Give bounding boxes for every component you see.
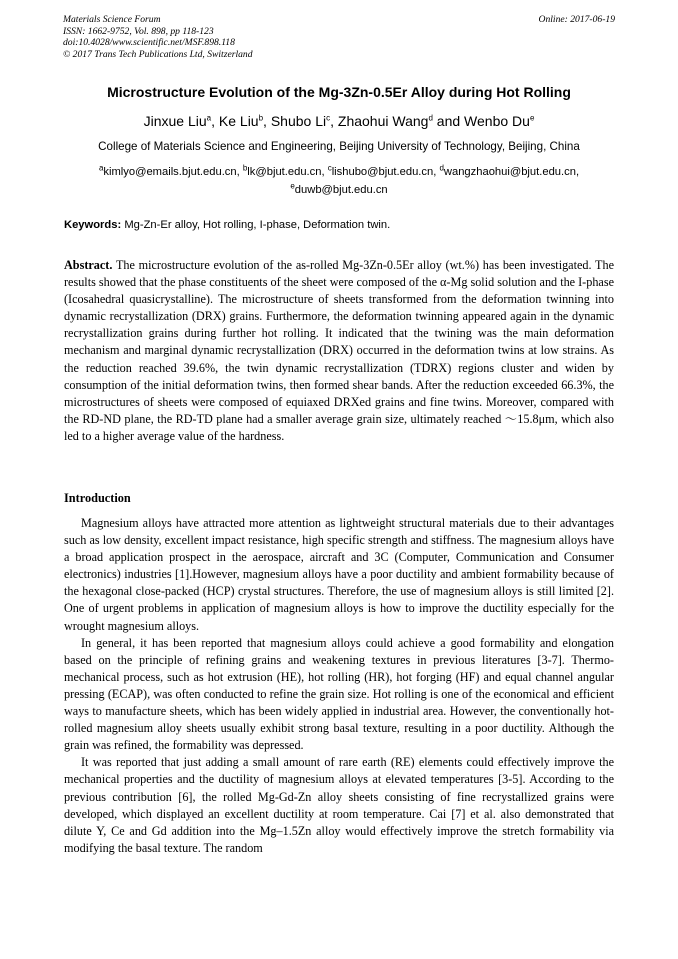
abstract-label: Abstract. — [64, 258, 113, 272]
author: Zhaohui Wang$^d$ and — [337, 113, 465, 129]
author-list — [40, 113, 638, 129]
journal-name: Materials Science Forum — [63, 14, 161, 25]
paragraph: In general, it has been reported that magnesium alloys could achieve a good formability and elongation based on the principle of refining grains and weakening textures in previous literatures [3-7]. Thermo-mechanical process, such as hot extrusion (HE), hot rolling (HR), hot forging (HF) and equal channel angular pressing (ECAP), was often conducted to refine the grain size. Hot rolling is one of the economical and efficient ways to manufacture sheets, which has been widely applied in industrial area. However, the conventionally hot-rolled magnesium alloy sheets usually exhibit strong basal texture, resulting in a poor ductility. Although the grain was refined, the formability was depressed. — [64, 635, 614, 753]
keywords-label: Keywords: — [64, 219, 122, 231]
page-header — [63, 14, 615, 60]
section-heading-introduction: Introduction — [64, 491, 131, 505]
online-date: Online: 2017-06-19 — [538, 14, 615, 25]
email: $^d$wangzhaohui@bjut.edu.cn, — [439, 163, 580, 178]
affiliation: College of Materials Science and Engineering, Beijing University of Technology, Beijing, China — [98, 140, 580, 153]
paragraph: It was reported that just adding a small amount of rare earth (RE) elements could effectively improve the mechanical properties and the ductility of magnesium alloys at elevated temperatures [3-5]. According to the previous contribution [6], the rolled Mg-Gd-Zn alloy sheets consisting of fine recrystallized grains were developed, which displayed an excellent ductility at room temperature. Cai [7] et al. also demonstrated that dilute Y, Ce and Gd addition into the Mg–1.5Zn alloy would effectively improve the stretch formability via modifying the basal texture. The random — [64, 755, 614, 855]
journal-copyright: © 2017 Trans Tech Publications Ltd, Switzerland — [63, 48, 253, 60]
author: Ke Liu$^b$, — [218, 113, 271, 129]
keywords — [64, 219, 614, 231]
email-list — [60, 163, 618, 199]
author: Shubo Li$^c$, — [270, 113, 338, 129]
keywords-text: Mg-Zn-Er alloy, Hot rolling, I-phase, Deformation twin. — [124, 219, 391, 231]
abstract — [64, 257, 614, 445]
journal-info — [63, 14, 615, 60]
email: $^b$lk@bjut.edu.cn, — [242, 163, 328, 178]
paper-title: Microstructure Evolution of the Mg-3Zn-0.5Er Alloy during Hot Rolling — [107, 84, 571, 100]
journal-issn: ISSN: 1662-9752, Vol. 898, pp 118-123 — [63, 25, 214, 37]
author: Wenbo Du$^e$ — [464, 113, 535, 129]
journal-doi: doi:10.4028/www.scientific.net/MSF.898.118 — [63, 37, 235, 48]
author: Jinxue Liu$^a$, — [143, 113, 219, 129]
email: $^c$lishubo@bjut.edu.cn, — [327, 163, 440, 178]
email: $^e$duwb@bjut.edu.cn — [290, 181, 388, 196]
email: $^a$kimlyo@emails.bjut.edu.cn, — [98, 163, 243, 178]
paragraph: Magnesium alloys have attracted more attention as lightweight structural materials due to their advantages such as low density, excellent impact resistance, high specific strength and stiffness. The magnesium alloys have a broad application prospect in the aerospace, aircraft and 3C (Computer, Communication and Consumer electronics) industries [1].However, magnesium alloys have a poor ductility and ambient formability because of the hexagonal close-packed (HCP) crystal structures. Therefore, the use of magnesium alloys is still limited [2]. One of urgent problems in application of magnesium alloys is how to improve the ductility especially for the wrought magnesium alloys. — [64, 516, 614, 633]
introduction-body — [64, 515, 614, 857]
abstract-text: The microstructure evolution of the as-rolled Mg-3Zn-0.5Er alloy (wt.%) has been investigated. The results showed that the phase constituents of the sheet were composed of the α-Mg solid solution and the I-phase (Icosahedral quasicrystalline). The microstructure of sheets transformed from the deformation twinning into dynamic recrystallization (DRX) grains. Furthermore, the deformation twinning appeared again in the dynamic recrystallization grains during further hot rolling. It indicated that the twining was the main deformation mechanism and marginal dynamic recrystallization (DRX) occurred in the deformation twins at low strains. As the reduction reached 39.6%, the twin dynamic recrystallization (TDRX) regions cluster and widen by consumption of the initial deformation twins, then formed shear bands. After the reduction exceeded 66.3%, the microstructures of sheets were composed of equiaxed DRXed grains and fine twins. Moreover, compared with the RD-ND plane, the RD-TD plane had a smaller average grain size, ultimately reached ～15.8μm, which also led to a higher average value of the hardness. — [64, 258, 615, 443]
